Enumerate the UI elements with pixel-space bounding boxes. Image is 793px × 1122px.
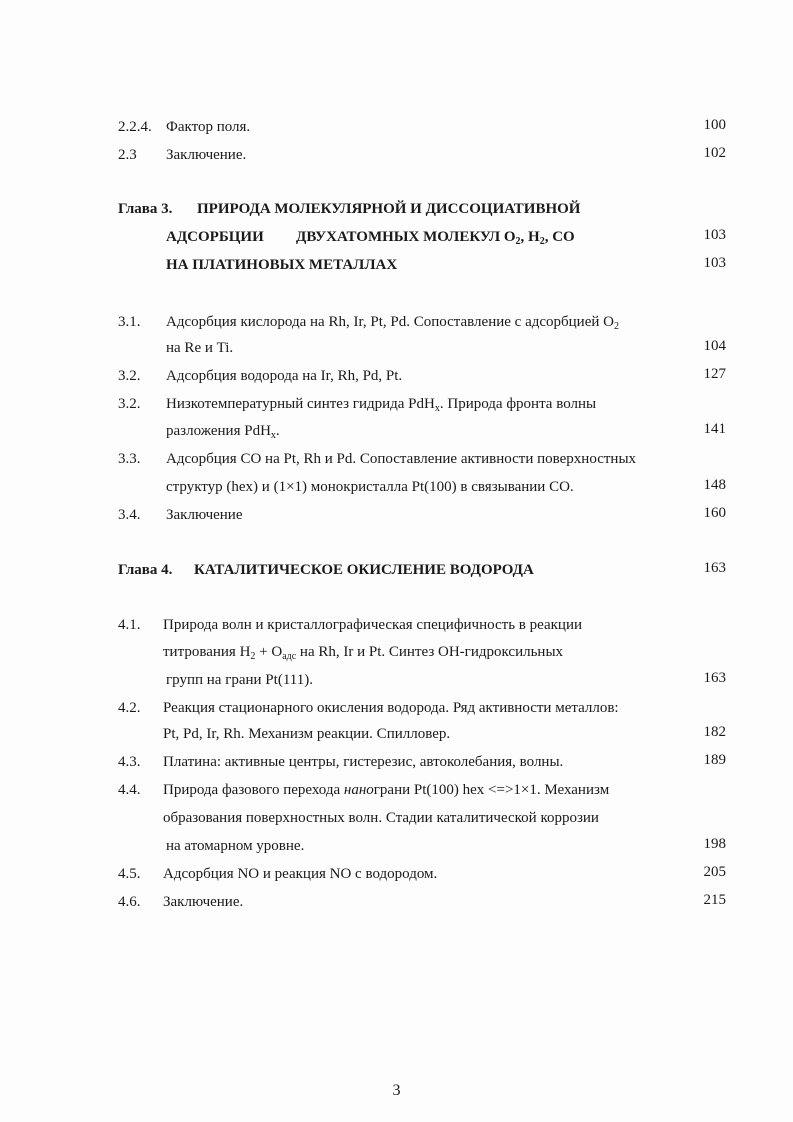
toc-page: 163 [703,560,726,576]
toc-number: 3.1. [118,314,141,330]
toc-title: Адсорбция кислорода на Rh, Ir, Pt, Pd. Сопоставление с адсорбцией $O_2$ [166,314,619,332]
toc-title-line: титрования $H_2 + O_{адс}$ на Rh, Ir и Pt. Синтез OH-гидроксильных [163,644,564,662]
toc-title: Заключение [166,507,243,523]
toc-title-line: на атомарном уровне. [166,838,305,854]
toc-title: Природа фазового перехода нанограни Pt(100) hex <=>1×1. Механизм [163,782,610,798]
toc-title: Заключение. [166,147,247,163]
toc-title-line: структур (hex) и (1×1) монокристалла Pt(100) в связывании CO. [166,479,574,495]
toc-page: 182 [703,724,726,740]
toc-title: Платина: активные центры, гистерезис, автоколебания, волны. [163,754,564,770]
chapter-label: Глава 3. [118,201,173,217]
toc-number: 4.3. [118,754,141,770]
toc-page: 160 [703,505,726,521]
toc-number: 4.5. [118,866,141,882]
toc-page: 102 [703,145,726,161]
toc-page: 163 [703,670,726,686]
chapter-title-line: ДВУХАТОМНЫХ МОЛЕКУЛ $O_2$, $H_2$, CO [296,229,575,247]
chapter-title: ПРИРОДА МОЛЕКУЛЯРНОЙ И ДИССОЦИАТИВНОЙ [197,201,581,217]
chapter-label: Глава 4. [118,562,173,578]
toc-title-line: разложения PdH$_x$. [166,423,280,441]
toc-number: 3.2. [118,396,141,412]
toc-number: 3.3. [118,451,141,467]
toc-page: 103 [703,255,726,271]
toc-page: 104 [703,338,726,354]
toc-title: Заключение. [163,894,244,910]
toc-page: 148 [703,477,726,493]
toc-number: 3.2. [118,368,141,384]
toc-page: 215 [703,892,726,908]
toc-page: 100 [703,117,726,133]
toc-title: Адсорбция NO и реакция NO с водородом. [163,866,438,882]
toc-title: Фактор поля. [166,119,251,135]
toc-title: Низкотемпературный синтез гидрида PdH$_x$. Природа фронта волны [166,396,597,414]
toc-number: 2.2.4. [118,119,152,135]
toc-title: Природа волн и кристаллографическая специфичность в реакции [163,617,583,633]
toc-title-line: образования поверхностных волн. Стадии каталитической коррозии [163,810,599,826]
toc-number: 4.1. [118,617,141,633]
toc-number: 4.2. [118,700,141,716]
toc-number: 4.6. [118,894,141,910]
toc-title-line: групп на грани Pt(111). [166,672,313,688]
toc-number: 4.4. [118,782,141,798]
toc-number: 3.4. [118,507,141,523]
toc-page: 127 [703,366,726,382]
toc-page: 205 [703,864,726,880]
page-number: 3 [392,1082,401,1099]
toc-page: 141 [703,421,726,437]
toc-page: 198 [703,836,726,852]
toc-title: Адсорбция водорода на Ir, Rh, Pd, Pt. [166,368,403,384]
toc-title-line: Pt, Pd, Ir, Rh. Механизм реакции. Спилловер. [163,726,451,742]
toc-page: 189 [703,752,726,768]
toc-title: Реакция стационарного окисления водорода. Ряд активности металлов: [163,700,619,716]
chapter-title: КАТАЛИТИЧЕСКОЕ ОКИСЛЕНИЕ ВОДОРОДА [194,562,534,578]
toc-title-line: на Re и Ti. [166,340,234,356]
chapter-title-line: НА ПЛАТИНОВЫХ МЕТАЛЛАХ [166,257,398,273]
toc-number: 2.3 [118,147,137,163]
toc-page: 103 [703,227,726,243]
chapter-title-line: АДСОРБЦИИ [166,229,264,245]
toc-title: Адсорбция CO на Pt, Rh и Pd. Сопоставление активности поверхностных [166,451,637,467]
